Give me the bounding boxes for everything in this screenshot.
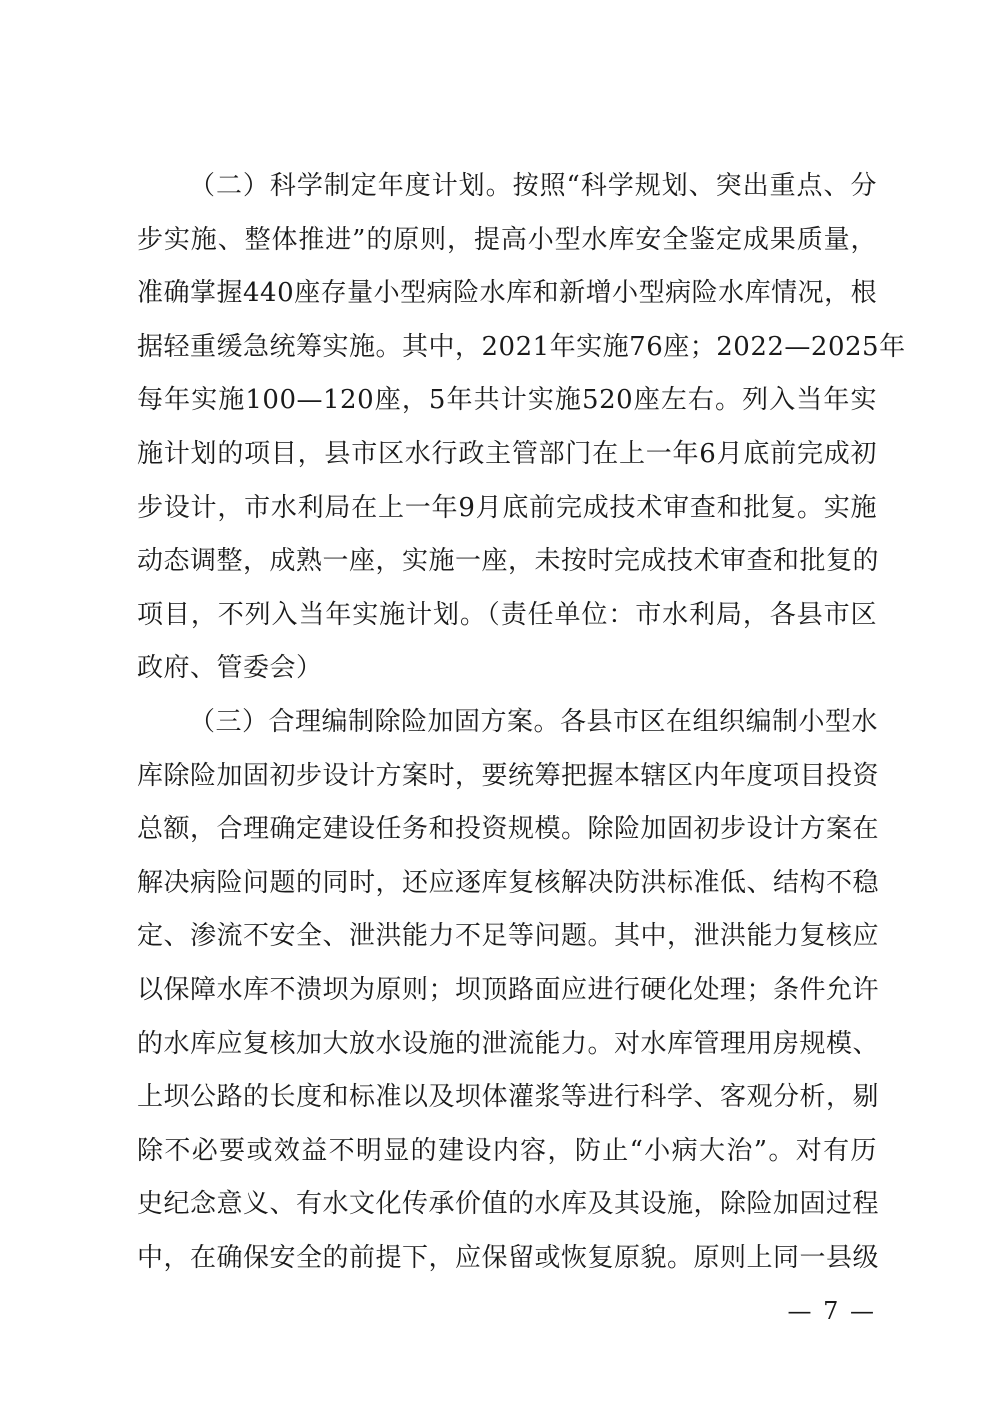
text-line: 库除险加固初步设计方案时，要统筹把握本辖区内年度项目投资 [137,760,880,791]
text-line: 据轻重缓急统筹实施。其中，2021年实施76座；2022—2025年 [137,331,906,362]
text-line: 以保障水库不溃坝为原则；坝顶路面应进行硬化处理；条件允许 [137,974,880,1005]
text-line: 解决病险问题的同时，还应逐库复核解决防洪标准低、结构不稳 [137,867,880,898]
paragraph-reinforcement-plan [137,696,880,1286]
text-line: 定、渗流不安全、泄洪能力不足等问题。其中，泄洪能力复核应 [137,921,880,952]
text-line: 步实施、整体推进”的原则，提高小型水库安全鉴定成果质量， [137,224,877,255]
text-line: 步设计，市水利局在上一年9月底前完成技术审查和批复。实施 [137,492,877,523]
text-line: 的水库应复核加大放水设施的泄流能力。对水库管理用房规模、 [137,1028,880,1059]
text-line: 总额，合理确定建设任务和投资规模。除险加固初步设计方案在 [137,814,880,845]
paragraph-annual-plan [137,160,906,696]
text-line: 上坝公路的长度和标准以及坝体灌浆等进行科学、客观分析，剔 [137,1082,880,1113]
text-line: （三）合理编制除险加固方案。各县市区在组织编制小型水 [189,706,879,737]
text-line: 史纪念意义、有水文化传承价值的水库及其设施，除险加固过程 [137,1189,880,1220]
text-line: 除不必要或效益不明显的建设内容，防止“小病大治”。对有历 [137,1135,877,1166]
page-number: — 7 — [787,1297,876,1325]
text-line: 准确掌握440座存量小型病险水库和新增小型病险水库情况，根 [137,278,878,309]
text-line: 施计划的项目，县市区水行政主管部门在上一年6月底前完成初 [137,438,877,469]
text-line: 中，在确保安全的前提下，应保留或恢复原貌。原则上同一县级 [137,1242,880,1273]
text-line: 每年实施100—120座，5年共计实施520座左右。列入当年实 [137,385,877,416]
text-line: 项目，不列入当年实施计划。（责任单位：市水利局，各县市区 [137,599,877,630]
text-line: 动态调整，成熟一座，实施一座，未按时完成技术审查和批复的 [137,546,880,577]
text-line: （二）科学制定年度计划。按照“科学规划、突出重点、分 [189,171,877,201]
body-text [137,160,906,1285]
text-line: 政府、管委会） [137,653,323,684]
